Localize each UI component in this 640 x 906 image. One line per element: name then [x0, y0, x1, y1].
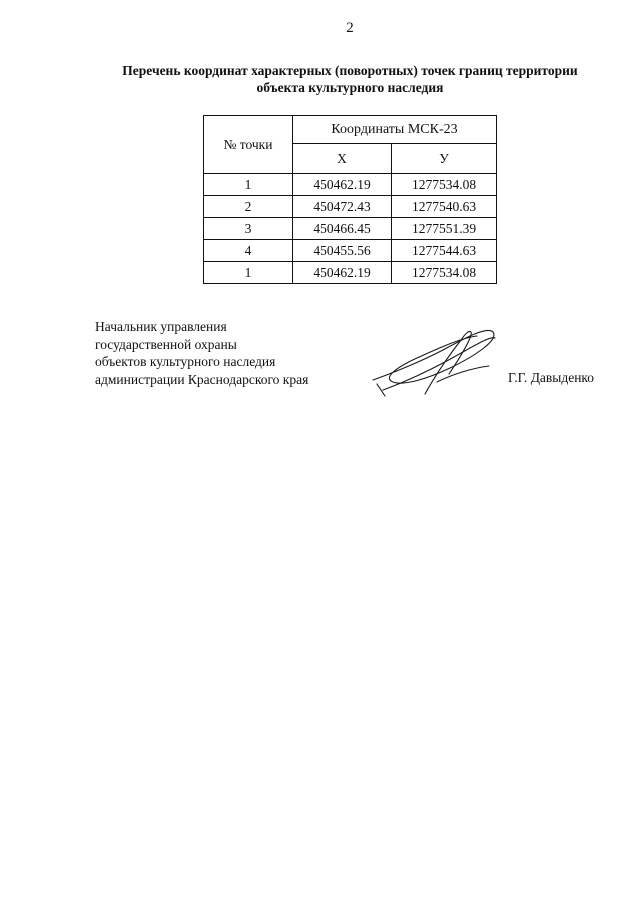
x-header: Х — [293, 144, 392, 174]
x-cell: 450462.19 — [293, 174, 392, 196]
table-row — [204, 262, 497, 284]
signatory-line-3: объектов культурного наследия — [95, 354, 276, 369]
x-cell: 450455.56 — [293, 240, 392, 262]
point-number-cell: 2 — [204, 196, 293, 218]
point-number-cell: 4 — [204, 240, 293, 262]
point-number-cell: 1 — [204, 174, 293, 196]
signatory-line-4: администрации Краснодарского края — [95, 371, 309, 387]
x-cell: 450472.43 — [293, 196, 392, 218]
table-row — [204, 218, 497, 240]
y-header: У — [392, 144, 497, 174]
signer-name: Г.Г. Давыденко — [508, 370, 595, 385]
point-number-cell: 3 — [204, 218, 293, 240]
coordinates-group-header: Координаты МСК-23 — [293, 116, 497, 144]
y-cell: 1277534.08 — [392, 262, 497, 284]
title-line-1: Перечень координат характерных (поворотных) точек границ территории — [122, 63, 578, 78]
x-cell: 450462.19 — [293, 262, 392, 284]
y-cell: 1277551.39 — [392, 218, 497, 240]
title-line-2: объекта культурного наследия — [256, 80, 444, 95]
handwritten-signature-icon — [365, 312, 505, 407]
y-cell: 1277534.08 — [392, 174, 497, 196]
table-row — [204, 240, 497, 262]
signatory-line-1: Начальник управления — [95, 319, 227, 334]
signatory-line-2: государственной охраны — [95, 336, 237, 352]
coordinates-table — [203, 115, 497, 284]
point-number-cell: 1 — [204, 262, 293, 284]
x-cell: 450466.45 — [293, 218, 392, 240]
point-number-header: № точки — [204, 116, 293, 174]
y-cell: 1277540.63 — [392, 196, 497, 218]
table-row — [204, 196, 497, 218]
signatory-position — [95, 318, 308, 388]
y-cell: 1277544.63 — [392, 240, 497, 262]
document-title — [0, 62, 640, 96]
page-number: 2 — [346, 20, 354, 36]
table-row — [204, 174, 497, 196]
